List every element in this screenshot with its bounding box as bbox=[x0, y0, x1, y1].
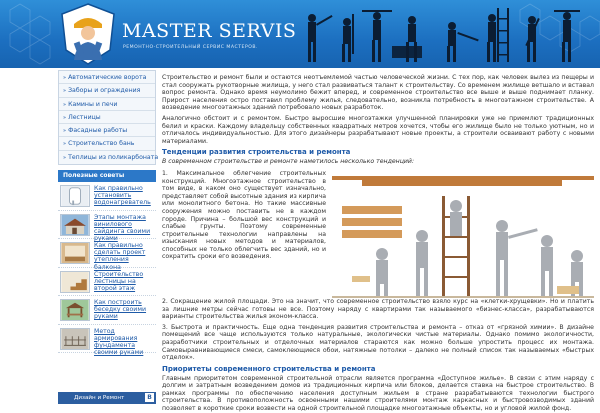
trend-item-3: 3. Быстрота и практичность. Еще одна тенденция развития строительства и ремонта – отказ от «грязной химии». В дизайне помещений все чаще используются только натуральные, экологически чистые материалы. Однако помимо экологичности, разработчики строительных и отделочных материалов стараются как можно больше упростить процесс их монтажа. Самовыравнивающиеся смеси, самоклеющиеся обои, натяжные потолки – далеко не полный список так называемых «быстрых отделок». bbox=[162, 323, 594, 362]
repair-paragraph: Аналогично обстоит и с ремонтом. Быстро выросшие многоэтажки улучшенной планировки уже не приемлют традиционных белил и краски. Каждому владельцу собственных квадратных метров хочется, чтобы его жилище было не только уютным, но и отличалось индивидуальностью. Для этого дизайнеры разрабатывают новые проекты, а строители осваивают работу с новыми материалами. bbox=[162, 114, 594, 145]
tip-item[interactable] bbox=[58, 211, 156, 243]
water-heater-thumbnail[interactable] bbox=[60, 185, 90, 207]
category-menu bbox=[58, 70, 159, 165]
section-heading-priorities: Приоритеты современного строительства и ремонта bbox=[162, 364, 376, 373]
sidebar bbox=[58, 70, 159, 401]
bullet-icon: » bbox=[63, 154, 67, 161]
main-content bbox=[162, 74, 594, 413]
foundation-thumbnail[interactable] bbox=[60, 328, 90, 350]
balcony-thumbnail[interactable] bbox=[60, 242, 90, 264]
tip-link[interactable]: Метод армирования фундамента своими руками bbox=[94, 327, 144, 357]
menu-item-fireplaces[interactable]: » Камины и печи bbox=[59, 98, 155, 111]
menu-item-gates[interactable]: » Автоматические ворота bbox=[59, 71, 155, 84]
social-banner-label: Дизайн и Ремонт bbox=[74, 395, 125, 401]
site-header bbox=[0, 0, 600, 68]
trend-with-illustration bbox=[162, 170, 594, 298]
intro-paragraph: Строительство и ремонт были и остаются неотъемлемой частью человеческой жизни. С тех пор, как человек вылез из пещеры и стал сооружать рукотворные жилища, у него стал развиваться талант к строительству. Со временем жилище ветшало и вставал вопрос ремонта. Однако время неумолимо бежит вперед, и современное строительство все выше и выше поднимает планку. Прирост населения остро поставил проблему жилья, следовательно, возникла потребность в многоэтажном строительстве. А возведение многоэтажных зданий потребовало новых разработок. bbox=[162, 74, 594, 112]
logo-worker-icon[interactable] bbox=[60, 2, 116, 66]
tip-link[interactable]: Как построить беседку своими руками bbox=[94, 299, 147, 321]
tip-item[interactable] bbox=[58, 325, 156, 357]
trend-item-1: 1. Максимальное облегчение строительных конструкций. Многоэтажное строительство в том виде, в каком оно существует изначально, представляет собой высотные здания из кирпича или монолитного бетона. Но такие массивные сооружения можно поставить не в каждом городе. Причина – большой вес конструкций и слабые грунты. Поэтому современные строительные технологии направлены на изыскания новых методов и материалов, способных не только облегчить вес зданий, но и сократить сроки его возведения. bbox=[162, 169, 326, 261]
tip-link[interactable]: Как правильно сделать проект утепления балкона bbox=[94, 242, 146, 271]
stairs-thumbnail[interactable] bbox=[60, 271, 90, 293]
site-tagline: РЕМОНТНО-СТРОИТЕЛЬНЫЙ СЕРВИС МАСТЕРОВ. bbox=[123, 45, 258, 50]
social-banner[interactable] bbox=[58, 392, 156, 404]
tip-item[interactable] bbox=[58, 268, 156, 297]
siding-thumbnail[interactable] bbox=[60, 214, 90, 236]
vk-icon[interactable]: В bbox=[145, 393, 154, 402]
menu-item-fences[interactable]: » Заборы и ограждения bbox=[59, 84, 155, 97]
tip-item[interactable] bbox=[58, 296, 156, 325]
construction-workers-illustration bbox=[332, 176, 594, 298]
trend-column bbox=[162, 170, 326, 298]
bullet-icon: » bbox=[63, 141, 67, 148]
trends-intro: В современном строительстве и ремонте наметилось несколько тенденций: bbox=[162, 158, 415, 166]
trend-item-2: 2. Сокращение жилой площади. Это на значит, что современное строительство взяло курс на «клетки-хрущевки». Но и платить за лишние метры сейчас готовы не все. Поэтому наряду с квартирами так называемого «бизнес-класса», разрабатываются варианты строительства жилья эконом-класса. bbox=[162, 297, 594, 321]
tip-item[interactable] bbox=[58, 239, 156, 271]
site-title[interactable]: MASTER SERVIS bbox=[122, 20, 297, 42]
section-heading-trends: Тенденции развития строительства и ремонта bbox=[162, 148, 351, 157]
tip-link[interactable]: Этапы монтажа винилового сайдинга своими руками bbox=[94, 213, 151, 243]
tip-item[interactable] bbox=[58, 182, 156, 211]
priorities-paragraph: Главным приоритетом современной строительной отрасли является программа «Доступное жилье». В связи с этим наряду с долгим и затратным возведением домов из традиционных кирпича или блоков, делается ставка на быстрое строительство. В рамках программы по обеспечению населения доступным жильем в стране разрабатываются технологии быстрого строительства. В противоположность освоенными нашими строителями монтаж каркасных и быстровозводимых зданий позволяет в короткие сроки возвести на одной строительной площадке многоэтажные объекты, но и угловой жилой фонд. bbox=[162, 374, 594, 413]
tip-link[interactable]: Строительство лестницы на второй этаж bbox=[94, 270, 144, 292]
workers-silhouette-illustration bbox=[292, 6, 592, 66]
menu-item-stairs[interactable]: » Лестницы bbox=[59, 111, 155, 124]
menu-item-facade[interactable]: » Фасадные работы bbox=[59, 124, 155, 137]
gazebo-thumbnail[interactable] bbox=[60, 299, 90, 321]
bullet-icon: » bbox=[63, 114, 67, 121]
bullet-icon: » bbox=[63, 88, 67, 95]
menu-item-baths[interactable]: » Строительство бань bbox=[59, 137, 155, 150]
tips-heading: Полезные советы bbox=[58, 170, 156, 182]
menu-item-greenhouses[interactable]: » Теплицы из поликарбоната bbox=[63, 153, 159, 161]
bullet-icon: » bbox=[63, 101, 67, 108]
bullet-icon: » bbox=[63, 75, 67, 81]
tip-link[interactable]: Как правильно установить водонагреватель bbox=[94, 185, 151, 207]
bullet-icon: » bbox=[63, 128, 67, 135]
